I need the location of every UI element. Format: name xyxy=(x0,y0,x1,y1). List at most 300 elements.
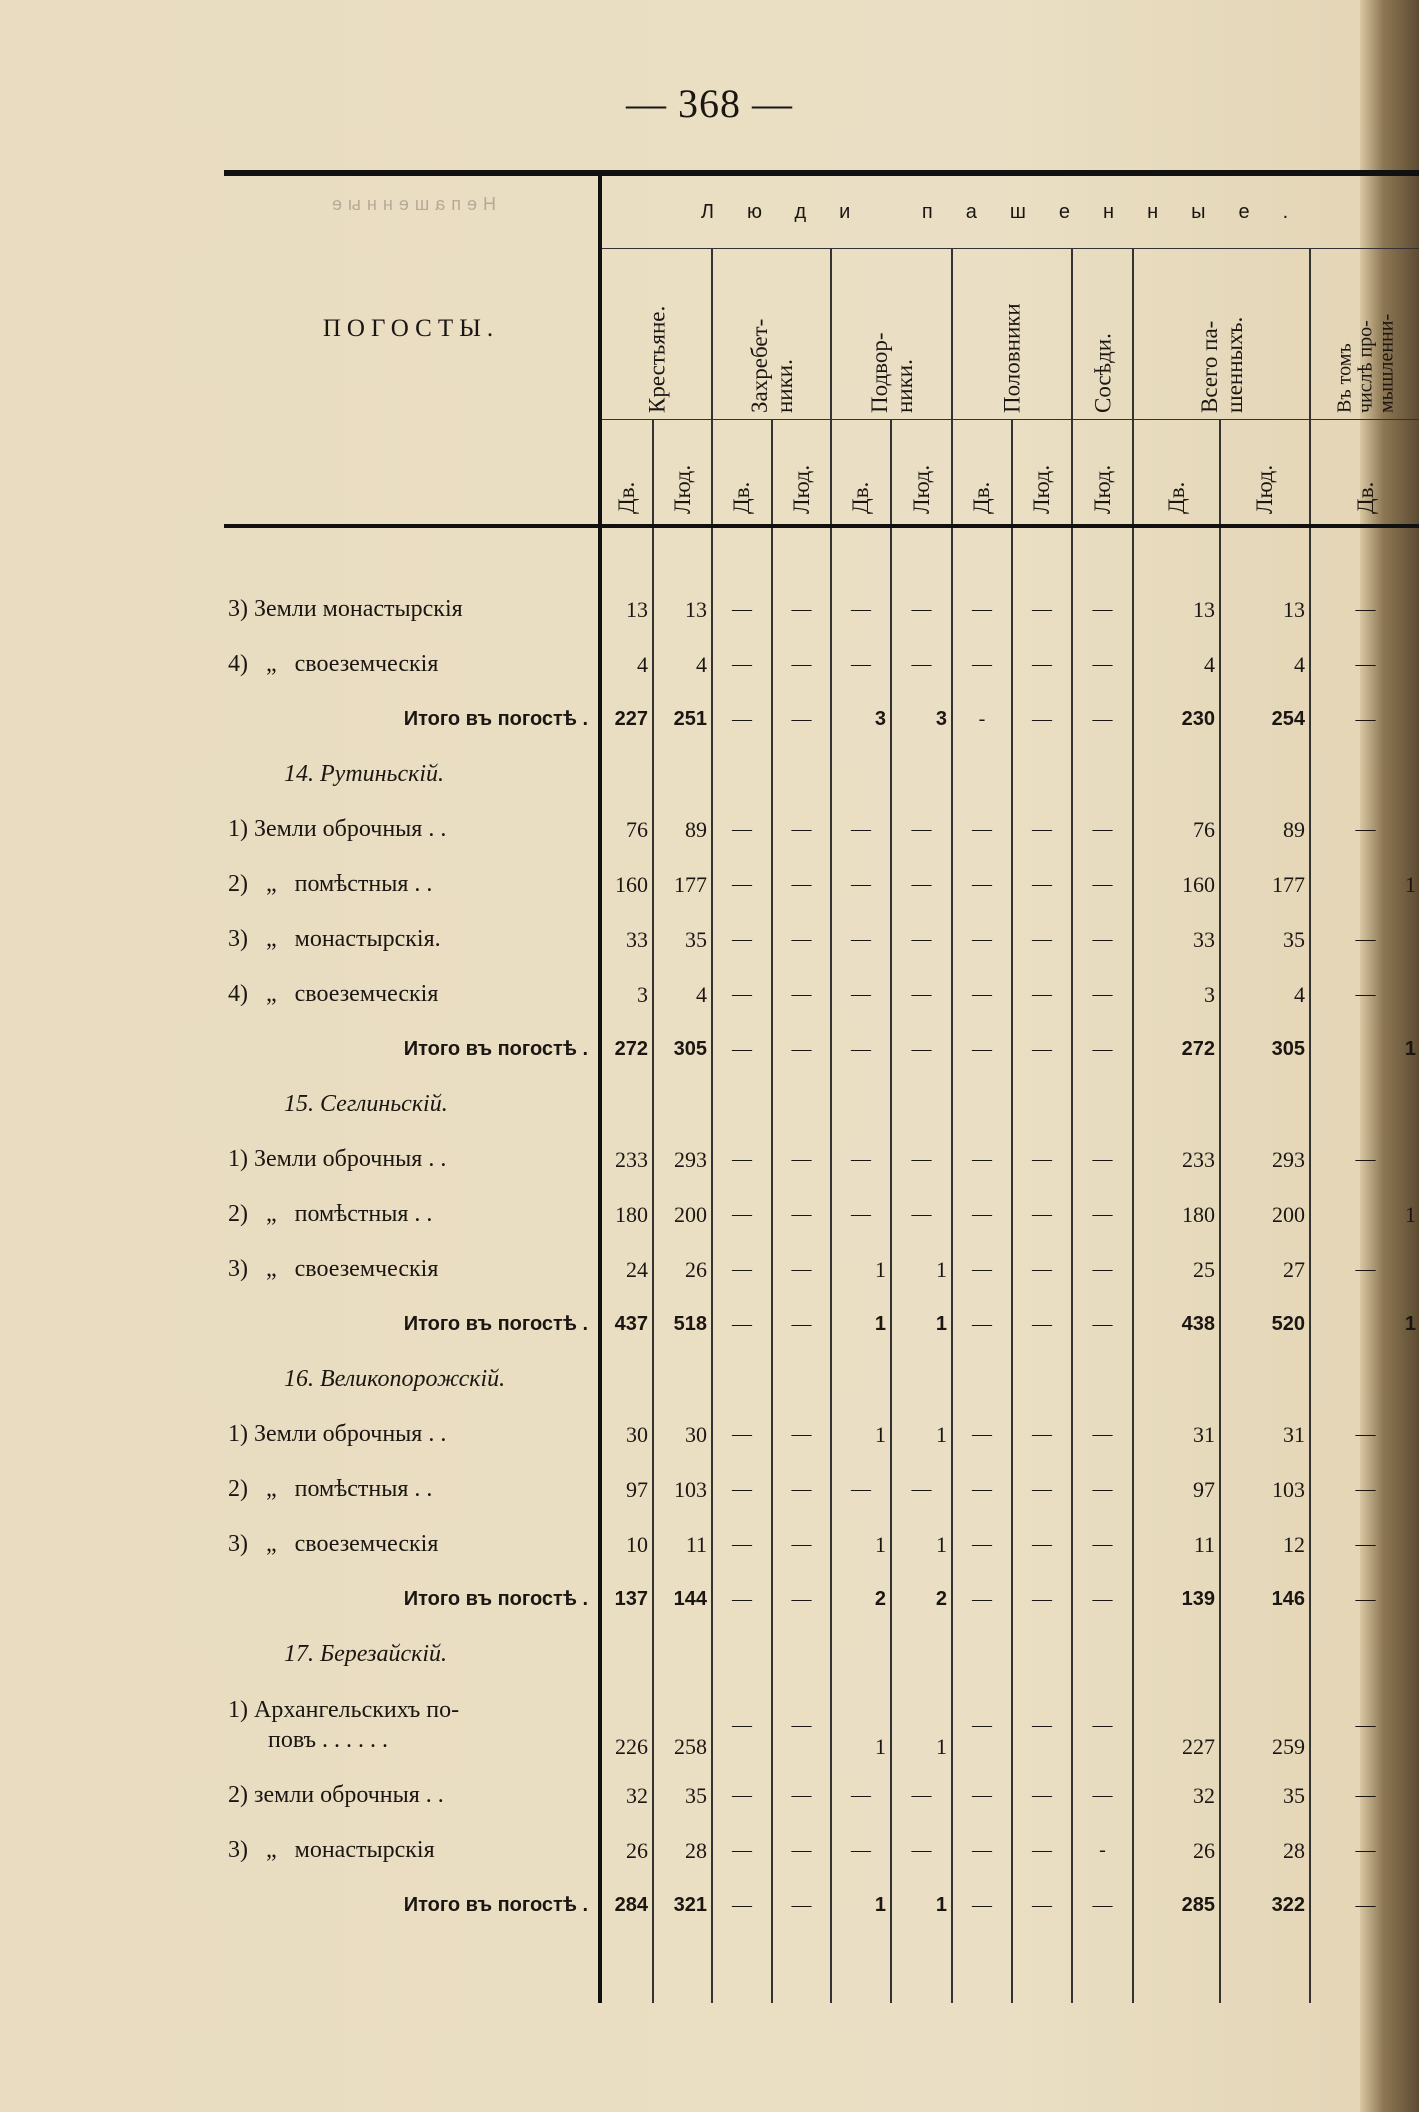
empty-value-dash: — xyxy=(1072,1682,1133,1768)
cell-value: 233 xyxy=(600,1132,653,1187)
page-number: — 368 — xyxy=(626,81,793,126)
empty-cell xyxy=(772,1352,831,1407)
table-row xyxy=(224,1823,1419,1878)
empty-value-dash: — xyxy=(1072,967,1133,1022)
cell-value: 76 xyxy=(1133,802,1220,857)
empty-value-dash: — xyxy=(952,802,1012,857)
cell-value: 284 xyxy=(600,1878,653,1933)
pogosty-header-cell xyxy=(224,176,600,526)
empty-value-dash: — xyxy=(712,1462,772,1517)
column-header-krestyane: Крестьяне. xyxy=(600,249,712,420)
empty-value-dash: — xyxy=(712,802,772,857)
cell-value: 10 xyxy=(600,1517,653,1572)
cell-value: 33 xyxy=(1133,912,1220,967)
cell-value: 137 xyxy=(600,1572,653,1627)
cell-value: 293 xyxy=(653,1132,712,1187)
empty-cell xyxy=(831,1627,891,1682)
cell-value: 32 xyxy=(1133,1768,1220,1823)
empty-value-dash: — xyxy=(712,637,772,692)
total-row xyxy=(224,1297,1419,1352)
row-label: 1) Земли оброчныя . . xyxy=(228,816,447,842)
empty-value-dash: — xyxy=(1072,1462,1133,1517)
empty-value-dash: — xyxy=(712,1572,772,1627)
cell-value: 97 xyxy=(600,1462,653,1517)
empty-cell xyxy=(891,747,952,802)
column-header-polovniki: Половники xyxy=(952,249,1072,420)
table-row xyxy=(224,582,1419,637)
empty-value-dash: — xyxy=(1012,1823,1072,1878)
empty-value-dash: — xyxy=(1012,692,1072,747)
cell-value: 4 xyxy=(1133,637,1220,692)
empty-value-dash: — xyxy=(1012,1022,1072,1077)
empty-value-dash: — xyxy=(891,1022,952,1077)
empty-value-dash: — xyxy=(1072,1022,1133,1077)
empty-value-dash: — xyxy=(952,1022,1012,1077)
cell-value: 3 xyxy=(1133,967,1220,1022)
empty-value-dash: — xyxy=(712,1823,772,1878)
cell-value: 1 xyxy=(891,1682,952,1768)
empty-value-dash: — xyxy=(712,1022,772,1077)
empty-value-dash: — xyxy=(772,1768,831,1823)
empty-value-dash: — xyxy=(1310,1462,1419,1517)
cell-value: 1 xyxy=(891,1407,952,1462)
empty-value-dash: — xyxy=(772,1022,831,1077)
cell-value: 26 xyxy=(653,1242,712,1297)
row-label: 4) „ своеземческія xyxy=(228,981,439,1007)
empty-value-dash: — xyxy=(712,582,772,637)
row-label: 3) „ монастырскія. xyxy=(228,926,441,952)
cell-value: 27 xyxy=(1220,1242,1310,1297)
empty-cell xyxy=(1220,1352,1310,1407)
total-row xyxy=(224,1022,1419,1077)
cell-value: 4 xyxy=(653,637,712,692)
cell-value: 28 xyxy=(653,1823,712,1878)
cell-value: 227 xyxy=(600,692,653,747)
empty-cell xyxy=(712,1352,772,1407)
empty-cell xyxy=(1220,747,1310,802)
empty-value-dash: — xyxy=(772,1462,831,1517)
cell-value: 4 xyxy=(653,967,712,1022)
cell-value: 305 xyxy=(1220,1022,1310,1077)
cell-value: 180 xyxy=(600,1187,653,1242)
section-heading-row xyxy=(224,1627,1419,1682)
cell-value: 97 xyxy=(1133,1462,1220,1517)
empty-value-dash: — xyxy=(831,1823,891,1878)
cell-value: 1 xyxy=(891,1242,952,1297)
empty-value-dash: — xyxy=(831,802,891,857)
total-row xyxy=(224,692,1419,747)
row-label: 3) „ монастырскія xyxy=(228,1837,435,1863)
table-bottom-spacer xyxy=(224,1933,1419,2003)
empty-value-dash: — xyxy=(891,1462,952,1517)
empty-value-dash: — xyxy=(1310,1572,1419,1627)
subheader-dv: Дв. xyxy=(952,420,1012,527)
empty-value-dash: — xyxy=(772,1297,831,1352)
cell-value: 35 xyxy=(653,1768,712,1823)
row-label: 3) „ своеземческія xyxy=(228,1256,439,1282)
empty-value-dash: — xyxy=(1310,582,1419,637)
empty-value-dash: — xyxy=(831,1187,891,1242)
empty-cell xyxy=(600,1352,653,1407)
cell-value: 200 xyxy=(653,1187,712,1242)
empty-value-dash: — xyxy=(1310,1878,1419,1933)
empty-value-dash: — xyxy=(1072,1517,1133,1572)
cell-value: 305 xyxy=(653,1022,712,1077)
cell-value: 226 xyxy=(600,1682,653,1768)
row-label: Итого въ погостѣ . xyxy=(403,1313,588,1335)
table-row xyxy=(224,637,1419,692)
empty-value-dash: — xyxy=(1072,582,1133,637)
cell-value: 2 xyxy=(891,1572,952,1627)
empty-value-dash: — xyxy=(1072,1132,1133,1187)
empty-value-dash: — xyxy=(772,1517,831,1572)
empty-value-dash: — xyxy=(1072,1572,1133,1627)
total-row xyxy=(224,1878,1419,1933)
empty-value-dash: — xyxy=(831,1132,891,1187)
empty-cell xyxy=(1310,1352,1419,1407)
empty-cell xyxy=(600,1077,653,1132)
empty-value-dash: — xyxy=(772,1187,831,1242)
empty-cell xyxy=(653,747,712,802)
cell-value: 200 xyxy=(1220,1187,1310,1242)
section-heading-row xyxy=(224,1077,1419,1132)
cell-value: 251 xyxy=(653,692,712,747)
empty-cell xyxy=(653,1077,712,1132)
cell-value: 103 xyxy=(653,1462,712,1517)
empty-value-dash: — xyxy=(1012,857,1072,912)
empty-cell xyxy=(712,747,772,802)
cell-value: 438 xyxy=(1133,1297,1220,1352)
empty-value-dash: — xyxy=(952,1517,1012,1572)
empty-value-dash: — xyxy=(831,912,891,967)
empty-value-dash: — xyxy=(952,912,1012,967)
empty-value-dash: — xyxy=(1012,1242,1072,1297)
empty-value-dash: — xyxy=(952,1462,1012,1517)
empty-value-dash: — xyxy=(1012,1132,1072,1187)
section-heading-row xyxy=(224,1352,1419,1407)
cell-value: 520 xyxy=(1220,1297,1310,1352)
empty-value-dash: — xyxy=(712,912,772,967)
empty-cell xyxy=(952,1352,1012,1407)
empty-value-dash: — xyxy=(952,1297,1012,1352)
cell-value: 258 xyxy=(653,1682,712,1768)
subheader-lyud: Люд. xyxy=(1012,420,1072,527)
table-header xyxy=(224,173,1419,526)
cell-value: 180 xyxy=(1133,1187,1220,1242)
cell-value: 1 xyxy=(891,1517,952,1572)
row-label: 2) „ помѣстныя . . xyxy=(228,1476,433,1502)
subheader-dv: Дв. xyxy=(831,420,891,527)
empty-cell xyxy=(1310,747,1419,802)
empty-value-dash: — xyxy=(712,1187,772,1242)
empty-value-dash: — xyxy=(1012,1517,1072,1572)
empty-value-dash: — xyxy=(1012,1682,1072,1768)
empty-value-dash: — xyxy=(712,1768,772,1823)
empty-value-dash: — xyxy=(891,1132,952,1187)
empty-cell xyxy=(831,1077,891,1132)
empty-value-dash: — xyxy=(831,582,891,637)
empty-cell xyxy=(600,1627,653,1682)
empty-cell xyxy=(891,1077,952,1132)
cell-value: 3 xyxy=(600,967,653,1022)
empty-cell xyxy=(653,1627,712,1682)
cell-value: 32 xyxy=(600,1768,653,1823)
empty-cell xyxy=(600,747,653,802)
empty-value-dash: — xyxy=(891,912,952,967)
empty-value-dash: — xyxy=(772,582,831,637)
table-row xyxy=(224,1768,1419,1823)
empty-cell xyxy=(1133,1077,1220,1132)
cell-value: 1 xyxy=(831,1242,891,1297)
empty-value-dash: — xyxy=(1012,967,1072,1022)
empty-value-dash: — xyxy=(1012,912,1072,967)
table-row xyxy=(224,1132,1419,1187)
table-row xyxy=(224,1242,1419,1297)
subheader-dv: Дв. xyxy=(712,420,772,527)
empty-value-dash: — xyxy=(1012,1187,1072,1242)
empty-value-dash: — xyxy=(772,912,831,967)
cell-value: 227 xyxy=(1133,1682,1220,1768)
empty-value-dash: — xyxy=(952,1823,1012,1878)
empty-value-dash: — xyxy=(891,1768,952,1823)
row-label: 4) „ своеземческія xyxy=(228,651,439,677)
empty-value-dash: — xyxy=(1310,1823,1419,1878)
cell-value: 26 xyxy=(600,1823,653,1878)
empty-value-dash: — xyxy=(1012,802,1072,857)
empty-value-dash: — xyxy=(1012,637,1072,692)
empty-value-dash: — xyxy=(1310,1682,1419,1768)
table-row xyxy=(224,1517,1419,1572)
column-header-sosedi: Сосѣди. xyxy=(1072,249,1133,420)
empty-value-dash: — xyxy=(1072,692,1133,747)
empty-value-dash: — xyxy=(831,1768,891,1823)
empty-cell xyxy=(1133,1627,1220,1682)
cell-value: 4 xyxy=(600,637,653,692)
empty-cell xyxy=(772,747,831,802)
subheader-lyud: Люд. xyxy=(772,420,831,527)
empty-value-dash: — xyxy=(772,802,831,857)
table-row xyxy=(224,967,1419,1022)
empty-value-dash: — xyxy=(1072,1768,1133,1823)
empty-cell xyxy=(1012,747,1072,802)
subheader-dv: Дв. xyxy=(1133,420,1220,527)
empty-value-dash: — xyxy=(1012,1297,1072,1352)
cell-value: 177 xyxy=(1220,857,1310,912)
column-header-zakhrebetniki: Захребет- ники. xyxy=(712,249,831,420)
empty-value-dash: — xyxy=(712,857,772,912)
empty-cell xyxy=(1012,1352,1072,1407)
empty-value-dash: — xyxy=(1072,802,1133,857)
empty-value-dash: — xyxy=(772,692,831,747)
empty-cell xyxy=(1012,1077,1072,1132)
row-label: 1) Земли оброчныя . . xyxy=(228,1146,447,1172)
empty-cell xyxy=(1220,1627,1310,1682)
empty-value-dash: — xyxy=(1310,967,1419,1022)
empty-value-dash: — xyxy=(891,1823,952,1878)
empty-cell xyxy=(1220,1077,1310,1132)
cell-value: 13 xyxy=(600,582,653,637)
empty-value-dash: — xyxy=(712,1407,772,1462)
empty-value-dash: — xyxy=(1072,1878,1133,1933)
empty-value-dash: — xyxy=(772,1823,831,1878)
cell-value: 272 xyxy=(600,1022,653,1077)
empty-cell xyxy=(653,1352,712,1407)
empty-value-dash: - xyxy=(952,692,1012,747)
empty-value-dash: — xyxy=(891,582,952,637)
row-label: Итого въ погостѣ . xyxy=(403,708,588,730)
cell-value: 1 xyxy=(831,1297,891,1352)
row-label: 2) „ помѣстныя . . xyxy=(228,871,433,897)
empty-value-dash: — xyxy=(1072,1407,1133,1462)
empty-cell xyxy=(952,747,1012,802)
empty-cell xyxy=(891,1352,952,1407)
empty-value-dash: — xyxy=(891,637,952,692)
cell-value: 518 xyxy=(653,1297,712,1352)
cell-value: 1 xyxy=(1310,1187,1419,1242)
empty-value-dash: — xyxy=(772,1572,831,1627)
empty-value-dash: — xyxy=(952,1768,1012,1823)
row-label-line: повъ . . . . . . xyxy=(268,1727,388,1753)
cell-value: 1 xyxy=(1310,1022,1419,1077)
empty-value-dash: — xyxy=(772,857,831,912)
pogosty-header: ПОГОСТЫ. xyxy=(322,315,500,342)
empty-value-dash: — xyxy=(952,1132,1012,1187)
cell-value: 2 xyxy=(831,1572,891,1627)
empty-value-dash: — xyxy=(1012,1462,1072,1517)
cell-value: 322 xyxy=(1220,1878,1310,1933)
empty-cell xyxy=(1310,1627,1419,1682)
empty-value-dash: — xyxy=(772,1682,831,1768)
empty-value-dash: — xyxy=(772,1878,831,1933)
subheader-dv: Дв. xyxy=(600,420,653,527)
cell-value: 35 xyxy=(1220,1768,1310,1823)
empty-value-dash: — xyxy=(1310,1517,1419,1572)
empty-value-dash: — xyxy=(831,857,891,912)
cell-value: 437 xyxy=(600,1297,653,1352)
empty-cell xyxy=(831,1352,891,1407)
cell-value: 35 xyxy=(653,912,712,967)
empty-value-dash: — xyxy=(772,1407,831,1462)
cell-value: 25 xyxy=(1133,1242,1220,1297)
empty-value-dash: — xyxy=(772,967,831,1022)
cell-value: 89 xyxy=(653,802,712,857)
empty-cell xyxy=(712,1627,772,1682)
empty-cell xyxy=(1133,1352,1220,1407)
column-header-vsego: Всего па- шенныхъ. xyxy=(1133,249,1310,420)
empty-value-dash: — xyxy=(1310,802,1419,857)
empty-value-dash: — xyxy=(1012,582,1072,637)
empty-value-dash: — xyxy=(1072,1242,1133,1297)
empty-value-dash: — xyxy=(1012,1878,1072,1933)
empty-value-dash: — xyxy=(952,1572,1012,1627)
ghost-show-through-text: Непашенные xyxy=(325,194,497,214)
table-row xyxy=(224,912,1419,967)
empty-cell xyxy=(712,1077,772,1132)
cell-value: 146 xyxy=(1220,1572,1310,1627)
cell-value: 30 xyxy=(600,1407,653,1462)
empty-cell xyxy=(1012,1627,1072,1682)
empty-cell xyxy=(831,747,891,802)
empty-value-dash: — xyxy=(831,637,891,692)
section-heading: 17. Березайскій. xyxy=(284,1641,448,1667)
cell-value: 89 xyxy=(1220,802,1310,857)
cell-value: 272 xyxy=(1133,1022,1220,1077)
row-label: Итого въ погостѣ . xyxy=(403,1038,588,1060)
cell-value: 1 xyxy=(831,1407,891,1462)
empty-cell xyxy=(1072,1627,1133,1682)
empty-value-dash: — xyxy=(952,637,1012,692)
empty-value-dash: — xyxy=(831,1462,891,1517)
cell-value: 4 xyxy=(1220,637,1310,692)
empty-value-dash: - xyxy=(1072,1823,1133,1878)
cell-value: 160 xyxy=(1133,857,1220,912)
empty-value-dash: — xyxy=(712,1878,772,1933)
row-label: 3) Земли монастырскія xyxy=(228,596,463,622)
section-heading: 14. Рутиньскій. xyxy=(284,761,445,787)
empty-cell xyxy=(952,1077,1012,1132)
group-header-pashennye: Люди пашенные. xyxy=(600,176,1419,249)
cell-value: 31 xyxy=(1133,1407,1220,1462)
section-heading-row xyxy=(224,747,1419,802)
empty-value-dash: — xyxy=(1012,1768,1072,1823)
row-label xyxy=(224,1682,600,1768)
cell-value: 30 xyxy=(653,1407,712,1462)
subheader-lyud: Люд. xyxy=(891,420,952,527)
empty-value-dash: — xyxy=(952,1242,1012,1297)
cell-value: 3 xyxy=(891,692,952,747)
empty-value-dash: — xyxy=(712,692,772,747)
empty-value-dash: — xyxy=(1072,1187,1133,1242)
empty-cell xyxy=(1072,1352,1133,1407)
empty-cell xyxy=(772,1077,831,1132)
cell-value: 293 xyxy=(1220,1132,1310,1187)
table-row xyxy=(224,802,1419,857)
row-label: 1) Земли оброчныя . . xyxy=(228,1421,447,1447)
empty-cell xyxy=(1310,1077,1419,1132)
cell-value: 13 xyxy=(1133,582,1220,637)
cell-value: 11 xyxy=(653,1517,712,1572)
subheader-dv: Дв. xyxy=(1310,420,1419,527)
empty-cell xyxy=(1072,747,1133,802)
empty-value-dash: — xyxy=(1012,1407,1072,1462)
empty-value-dash: — xyxy=(1072,857,1133,912)
cell-value: 285 xyxy=(1133,1878,1220,1933)
empty-value-dash: — xyxy=(712,1242,772,1297)
row-label-line: 1) Архангельскихъ по- xyxy=(228,1697,460,1723)
subheader-lyud: Люд. xyxy=(1072,420,1133,527)
empty-value-dash: — xyxy=(831,967,891,1022)
cell-value: 24 xyxy=(600,1242,653,1297)
empty-value-dash: — xyxy=(1310,692,1419,747)
cell-value: 13 xyxy=(653,582,712,637)
cell-value: 13 xyxy=(1220,582,1310,637)
empty-value-dash: — xyxy=(891,802,952,857)
empty-value-dash: — xyxy=(952,857,1012,912)
cell-value: 33 xyxy=(600,912,653,967)
empty-value-dash: — xyxy=(1072,637,1133,692)
empty-cell xyxy=(772,1627,831,1682)
table-row xyxy=(224,1187,1419,1242)
column-header-promyshlenniki: Въ томъ числѣ про- мышленни- xyxy=(1310,249,1419,420)
row-label: 2) „ помѣстныя . . xyxy=(228,1201,433,1227)
cell-value: 1 xyxy=(891,1878,952,1933)
cell-value: 1 xyxy=(891,1297,952,1352)
table-row xyxy=(224,1407,1419,1462)
cell-value: 12 xyxy=(1220,1517,1310,1572)
cell-value: 144 xyxy=(653,1572,712,1627)
column-header-podvorniki: Подвор- ники. xyxy=(831,249,952,420)
cell-value: 259 xyxy=(1220,1682,1310,1768)
